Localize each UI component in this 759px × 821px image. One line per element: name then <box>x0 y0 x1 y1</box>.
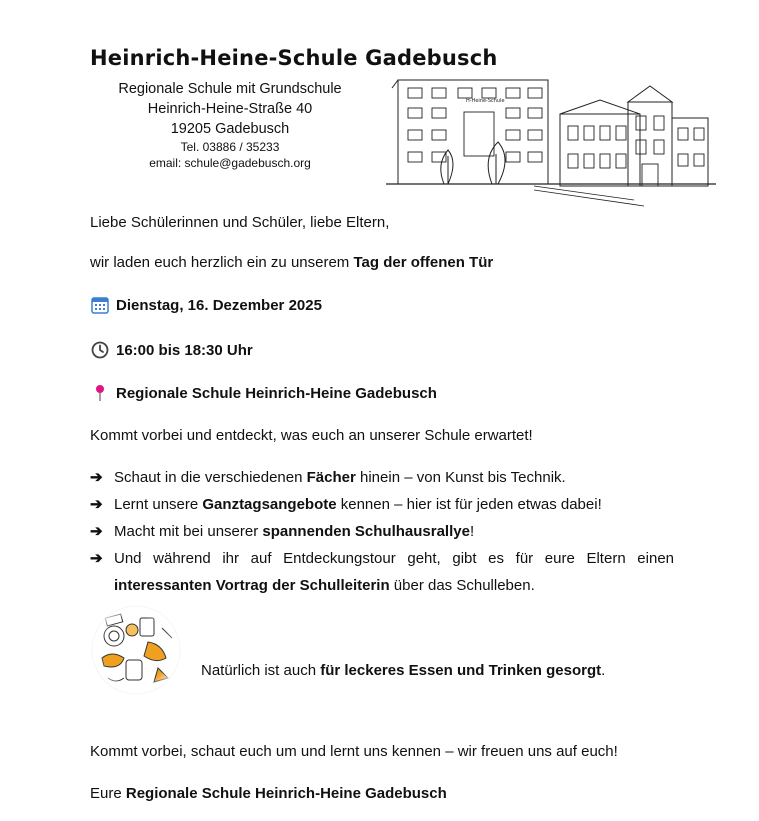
food-note: Natürlich ist auch für leckeres Essen und Trinken gesorgt. <box>201 662 606 679</box>
signature: Eure Regionale Schule Heinrich-Heine Gadebusch <box>90 785 447 802</box>
feature-list <box>90 464 674 599</box>
location-text: Regionale Schule Heinrich-Heine Gadebusch <box>116 384 437 402</box>
arrow-icon: ➔ <box>90 496 103 513</box>
arrow-icon: ➔ <box>90 523 103 540</box>
school-address <box>110 79 350 171</box>
school-type: Regionale Schule mit Grundschule <box>118 81 342 97</box>
invitation-line <box>90 254 493 271</box>
invitation-text: wir laden euch herzlich ein zu unserem <box>90 254 354 271</box>
building-sign: H-Heine-Schule <box>466 98 505 104</box>
calendar-icon <box>90 295 110 315</box>
event-location <box>90 383 437 403</box>
email: email: schule@gadebusch.org <box>149 156 311 170</box>
event-date <box>90 295 322 315</box>
city: 19205 Gadebusch <box>170 121 290 137</box>
phone: Tel. 03886 / 35233 <box>180 140 280 154</box>
time-text: 16:00 bis 18:30 Uhr <box>116 341 253 359</box>
intro-text: Kommt vorbei und entdeckt, was euch an unserer Schule erwartet! <box>90 427 533 444</box>
date-text: Dienstag, 16. Dezember 2025 <box>116 296 322 314</box>
food-illustration <box>88 602 184 698</box>
event-name: Tag der offenen Tür <box>353 254 494 271</box>
school-building-sketch <box>384 74 718 212</box>
list-item: ➔ Schaut in die verschiedenen Fächer hinein – von Kunst bis Technik. <box>90 464 674 491</box>
school-title: Heinrich-Heine-Schule Gadebusch <box>90 46 498 70</box>
list-item: ➔ Lernt unsere Ganztagsangebote kennen – hier ist für jeden etwas dabei! <box>90 491 674 518</box>
list-item: ➔ Und während ihr auf Entdeckungstour geht, gibt es für eure Eltern einen interessanten Vortrag der Schulleiterin über das Schulleben. <box>90 545 674 599</box>
arrow-icon: ➔ <box>90 550 103 567</box>
greeting: Liebe Schülerinnen und Schüler, liebe Eltern, <box>90 214 390 231</box>
event-time <box>90 340 253 360</box>
pushpin-icon <box>90 383 110 403</box>
closing-text: Kommt vorbei, schaut euch um und lernt uns kennen – wir freuen uns auf euch! <box>90 743 618 760</box>
street: Heinrich-Heine-Straße 40 <box>147 101 313 117</box>
clock-icon <box>90 340 110 360</box>
list-item: ➔ Macht mit bei unserer spannenden Schulhausrallye! <box>90 518 674 545</box>
arrow-icon: ➔ <box>90 469 103 486</box>
